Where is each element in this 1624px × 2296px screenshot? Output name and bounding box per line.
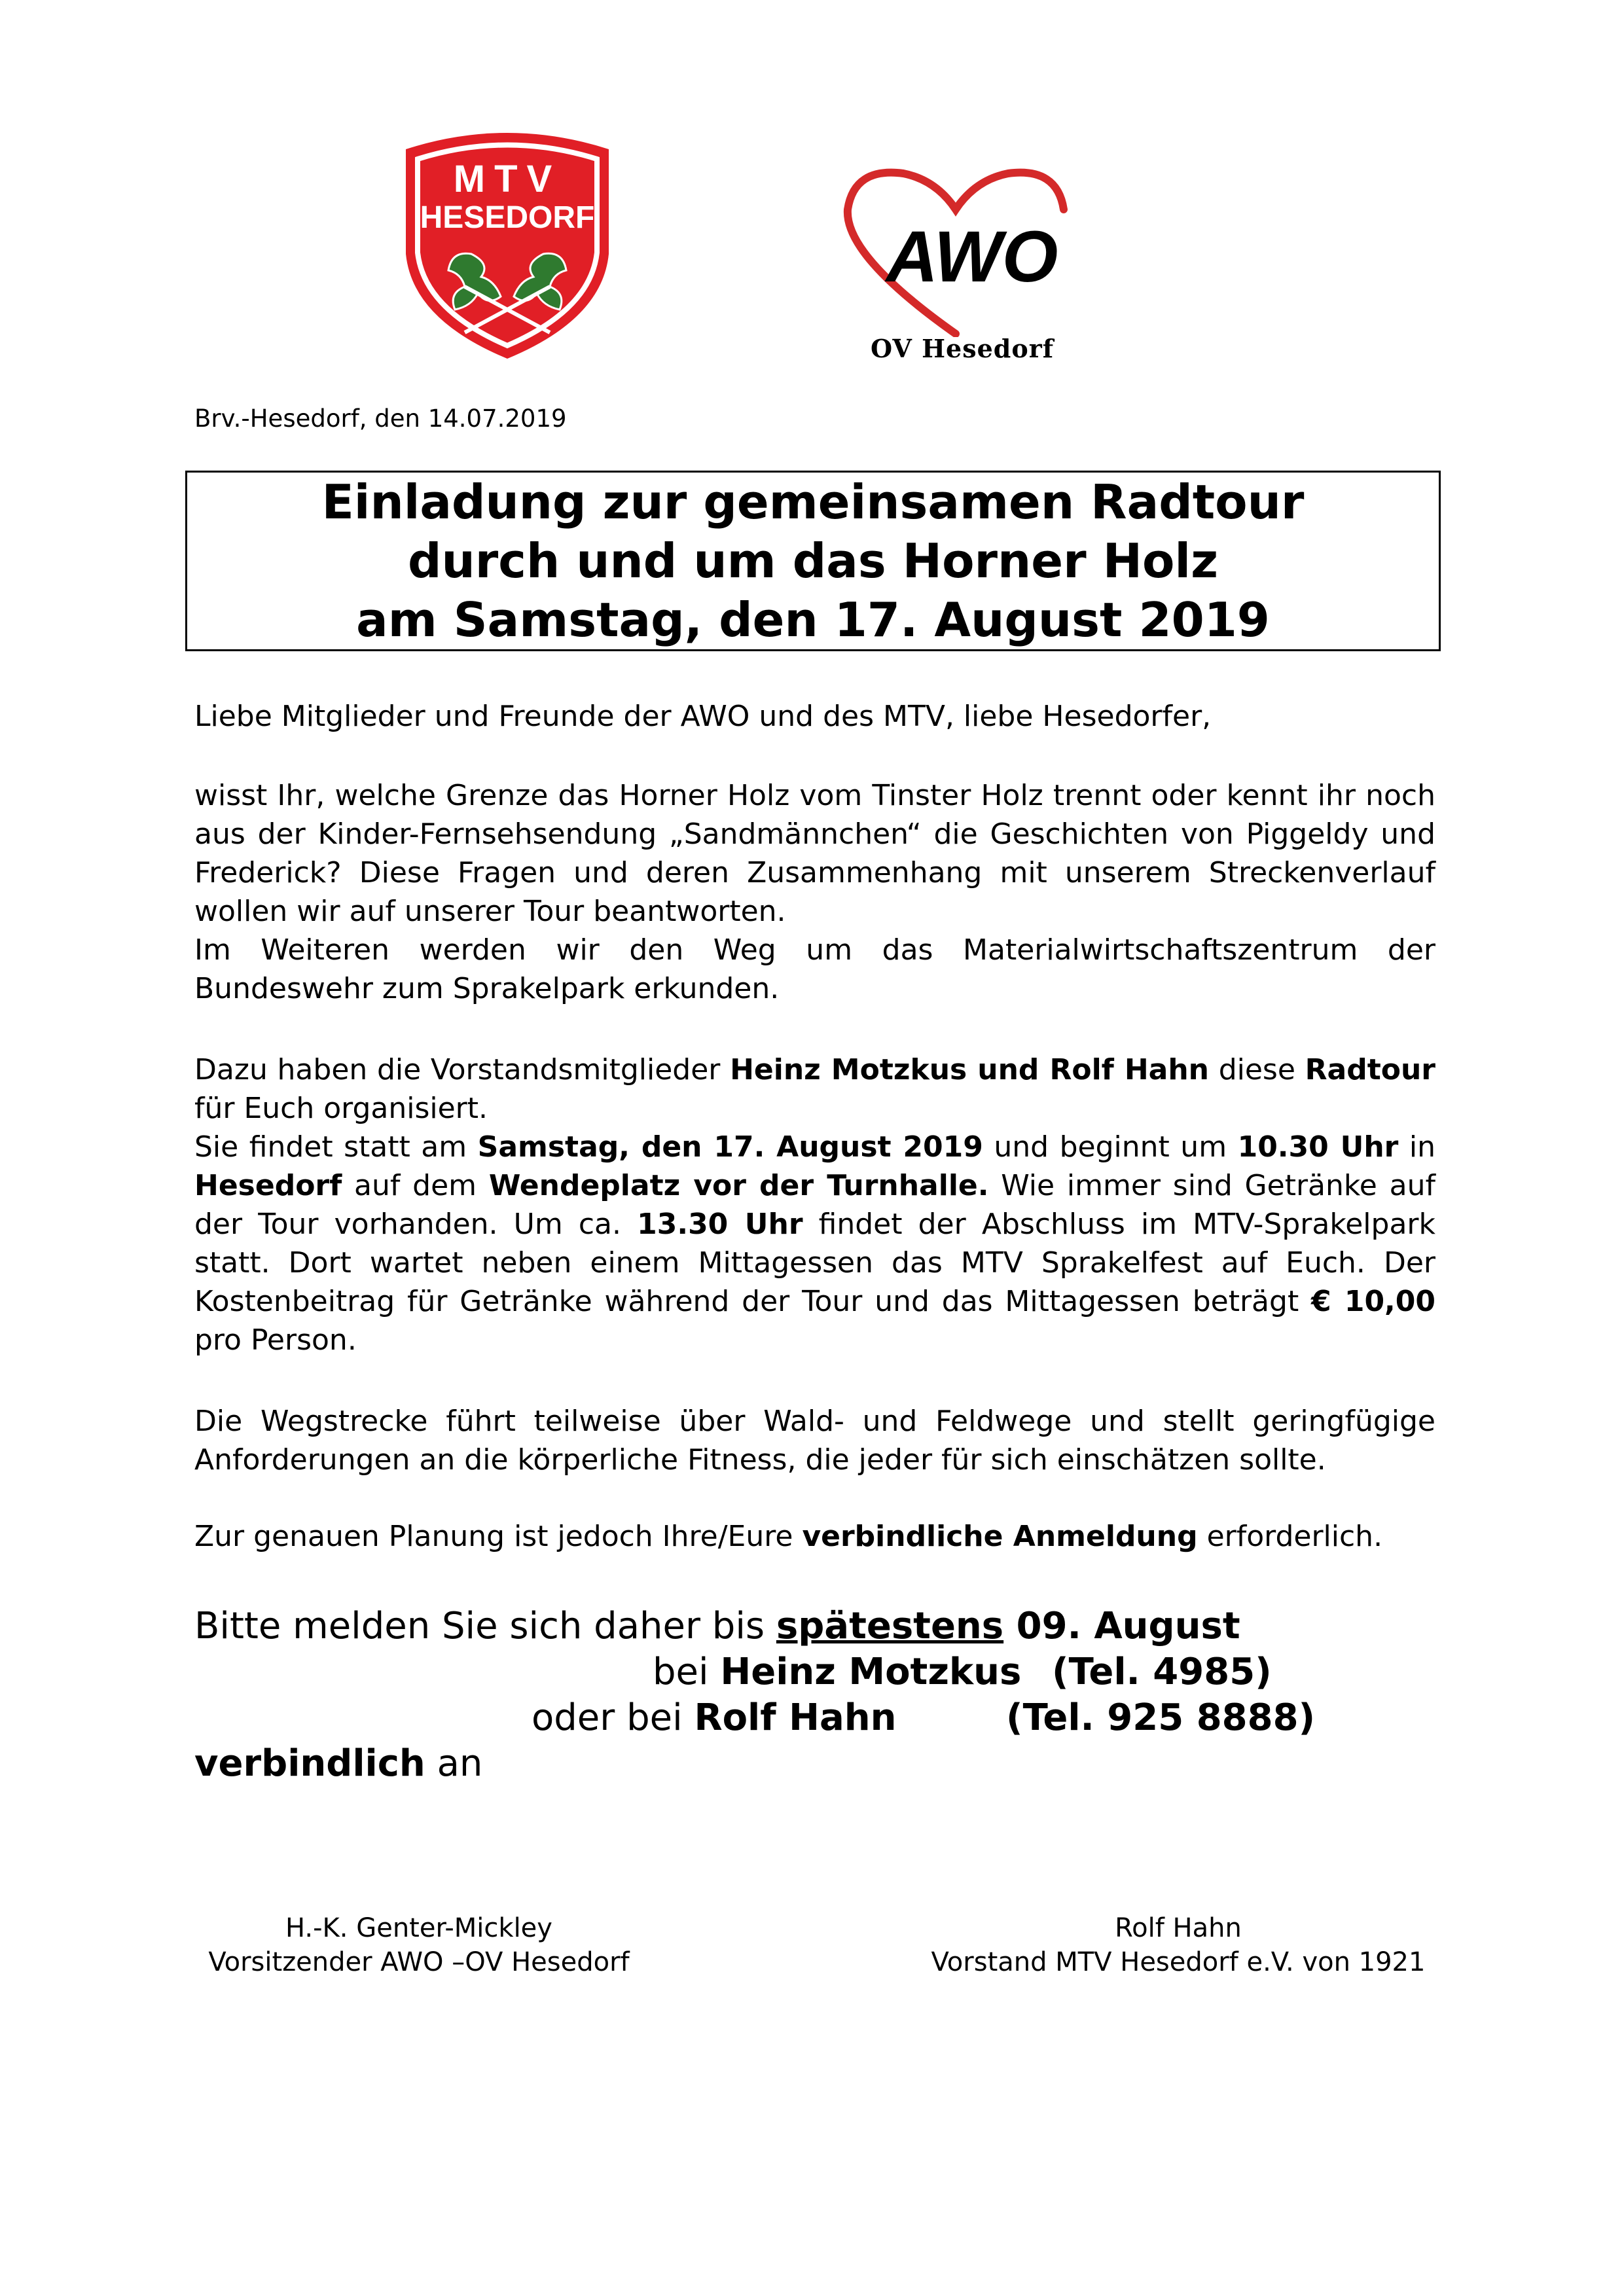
text-run: Dazu haben die Vorstandsmitglieder	[194, 1053, 731, 1086]
verbindlich-word: verbindlich	[194, 1742, 425, 1785]
text-run: diese	[1209, 1053, 1305, 1086]
title-box	[185, 471, 1441, 651]
contact-phone-2: (Tel. 925 8888)	[1006, 1696, 1316, 1739]
event-date: Samstag, den 17. August 2019	[477, 1130, 983, 1164]
organizers-names: Heinz Motzkus und Rolf Hahn	[730, 1053, 1209, 1086]
signature-left-role: Vorsitzender AWO –OV Hesedorf	[208, 1947, 630, 1977]
text-run: bei	[653, 1651, 721, 1693]
text-run: Bitte melden Sie sich daher bis	[194, 1605, 776, 1647]
registration-required: verbindliche Anmeldung	[802, 1520, 1198, 1553]
greeting: Liebe Mitglieder und Freunde der AWO und des MTV, liebe Hesedorfer,	[194, 700, 1212, 733]
paragraph-details	[194, 1050, 1435, 1359]
callout-row-1	[194, 1604, 1240, 1649]
awo-logo-text: AWO	[886, 217, 1058, 297]
radtour-word: Radtour	[1305, 1053, 1435, 1086]
text-run: pro Person.	[194, 1323, 357, 1357]
title-line-3: am Samstag, den 17. August 2019	[356, 592, 1270, 647]
text-run: in	[1398, 1130, 1435, 1164]
text-run: an	[425, 1742, 483, 1785]
start-time: 10.30 Uhr	[1237, 1130, 1399, 1164]
contact-phone-1: (Tel. 4985)	[1052, 1651, 1272, 1693]
paragraph-intro	[194, 776, 1435, 1008]
callout-row-2	[653, 1649, 1021, 1695]
paragraph-intro-text: wisst Ihr, welche Grenze das Horner Holz vom Tinster Holz trennt oder kennt ihr noch aus der Kinder-Fernsehsendung „Sandmännchen“ die Geschichten von Piggeldy und Frederick? Diese Fragen und deren Zusammenhang mit unserem Streckenverlauf wollen wir auf unserer Tour beantworten.	[194, 779, 1435, 928]
text-run: und beginnt um	[983, 1130, 1238, 1164]
mtv-hesedorf-logo	[393, 123, 622, 362]
text-run: Sie findet statt am	[194, 1130, 478, 1164]
signature-right	[929, 1911, 1427, 1979]
start-location-place: Wendeplatz vor der Turnhalle.	[488, 1169, 989, 1202]
title-line-2: durch und um das Horner Holz	[407, 533, 1219, 588]
start-location-town: Hesedorf	[194, 1169, 342, 1202]
signature-right-name: Rolf Hahn	[1115, 1913, 1242, 1943]
contact-name-2: Rolf Hahn	[694, 1696, 897, 1739]
mtv-logo-name-text: HESEDORF	[420, 200, 595, 235]
paragraph-intro-text-2: Im Weiteren werden wir den Weg um das Materialwirtschaftszentrum der Bundeswehr zum Sprakelpark erkunden.	[194, 933, 1435, 1005]
text-run: Zur genauen Planung ist jedoch Ihre/Eure	[194, 1520, 803, 1553]
signature-right-role: Vorstand MTV Hesedorf e.V. von 1921	[931, 1947, 1426, 1977]
mtv-logo-top-text: MTV	[453, 158, 562, 200]
text-run: auf dem	[342, 1169, 489, 1202]
deadline-date: 09. August	[1003, 1605, 1240, 1647]
deadline-word: spätestens	[776, 1605, 1004, 1647]
title-line-1: Einladung zur gemeinsamen Radtour	[321, 475, 1305, 529]
text-run: findet der Abschluss im MTV-Sprakelpark statt. Dort wartet neben einem Mittagessen das MTV Sprakelfest auf Euch. Der Kostenbeitrag für Getränke während der Tour und das Mittagessen beträgt	[194, 1208, 1435, 1318]
text-run: erforderlich.	[1197, 1520, 1383, 1553]
cost-amount: € 10,00	[1311, 1285, 1436, 1318]
text-run: für Euch organisiert.	[194, 1092, 488, 1125]
end-time: 13.30 Uhr	[637, 1208, 803, 1241]
contact-name-1: Heinz Motzkus	[720, 1651, 1022, 1693]
signature-left	[196, 1911, 641, 1979]
awo-logo	[831, 164, 1080, 337]
awo-logo-subtitle: OV Hesedorf	[871, 334, 1055, 363]
paragraph-registration	[194, 1517, 1435, 1556]
callout-row-3	[532, 1695, 897, 1741]
paragraph-route: Die Wegstrecke führt teilweise über Wald- und Feldwege und stellt geringfügige Anforderungen an die körperliche Fitness, die jeder für sich einschätzen sollte.	[194, 1405, 1435, 1477]
text-run: oder bei	[532, 1696, 695, 1739]
date-line: Brv.-Hesedorf, den 14.07.2019	[194, 404, 567, 433]
callout-row-4	[194, 1741, 482, 1787]
signature-left-name: H.-K. Genter-Mickley	[285, 1913, 552, 1943]
text-run: Wie immer sind Getränke auf der Tour vorhanden. Um ca.	[194, 1169, 1435, 1241]
